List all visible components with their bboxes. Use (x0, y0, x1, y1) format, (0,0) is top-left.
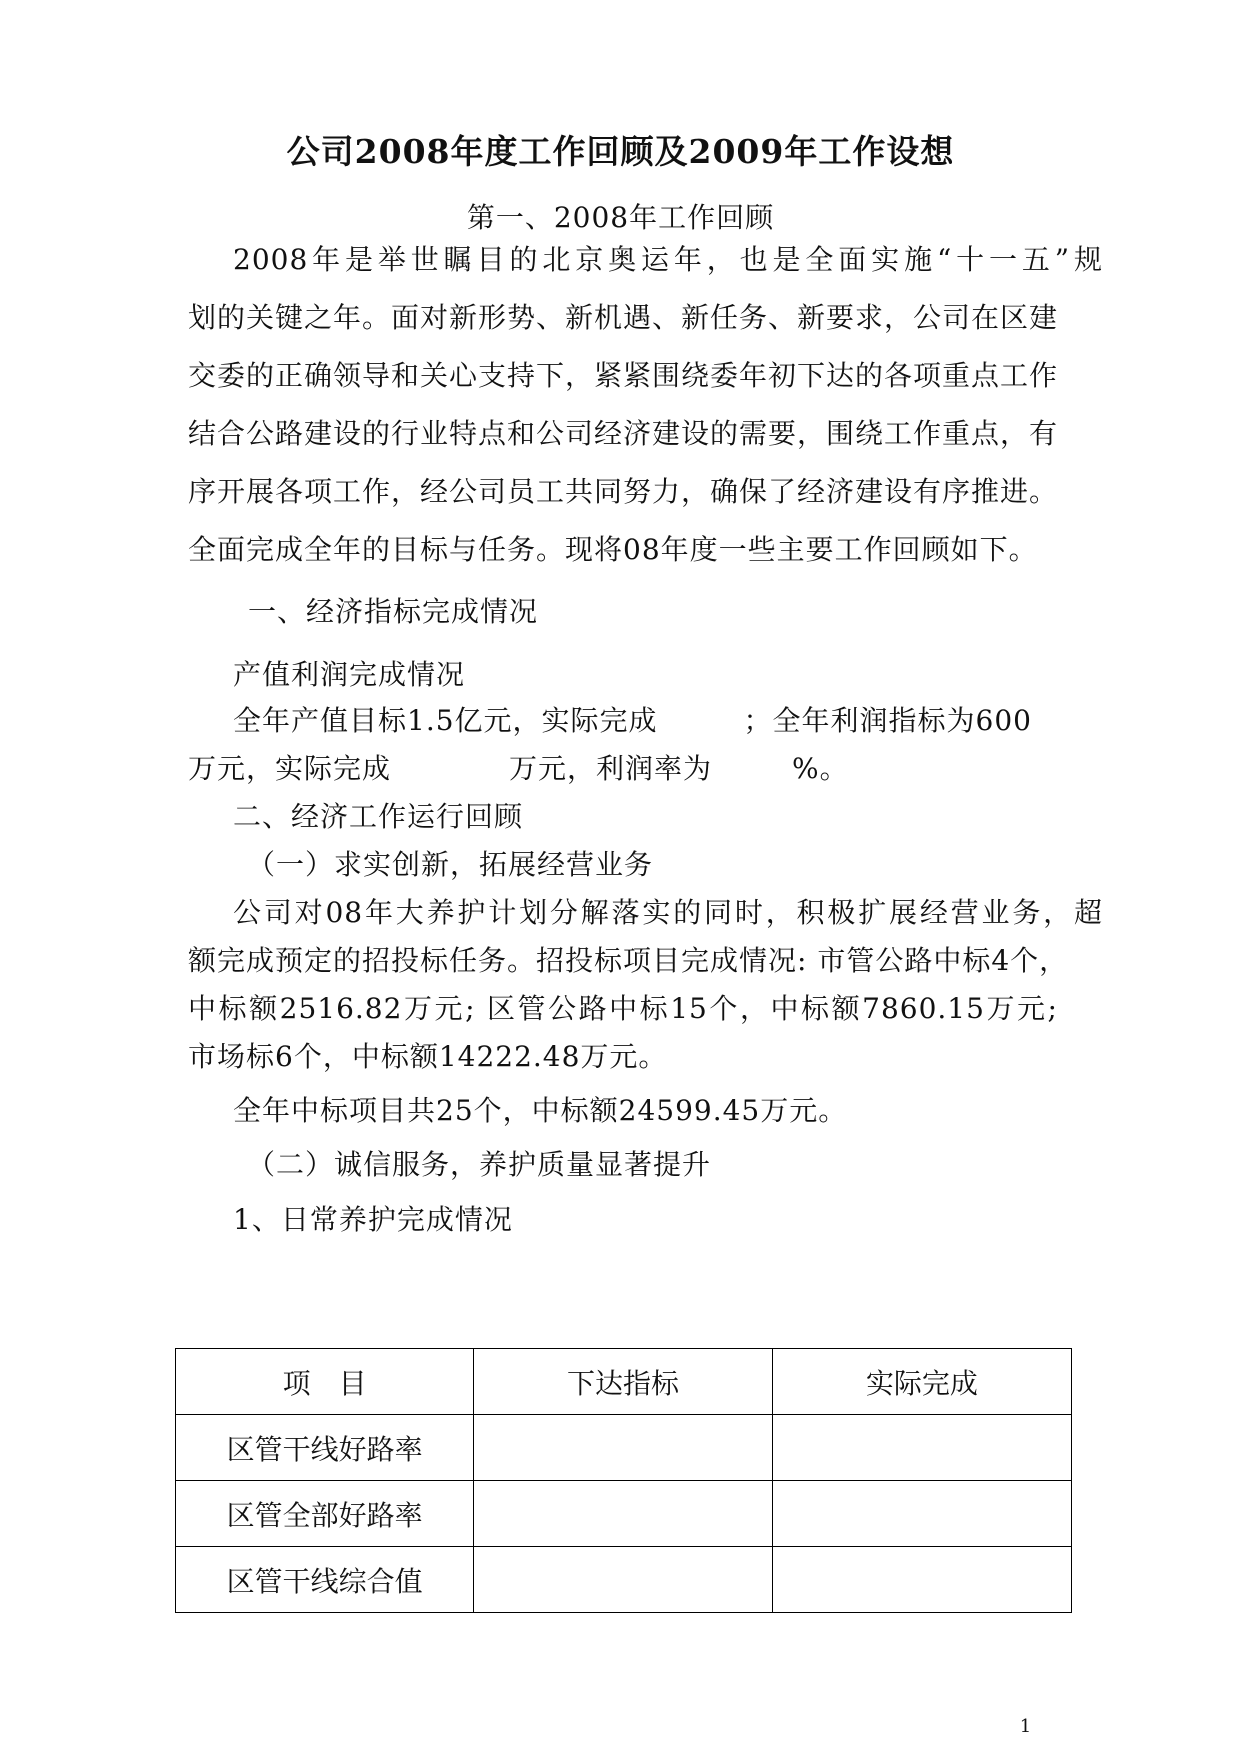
bid-paragraph-line: 市场标6个，中标额14222.48万元。 (188, 1040, 668, 1073)
section-heading-review: 第一、2008年工作回顾 (466, 201, 775, 234)
table-cell-target (474, 1481, 772, 1547)
intro-paragraph-line: 序开展各项工作，经公司员工共同努力，确保了经济建设有序推进。 (188, 475, 1059, 508)
maintenance-table (175, 1348, 1072, 1613)
table-cell-actual (772, 1415, 1071, 1481)
section-heading-economic-indicators: 一、经济指标完成情况 (248, 595, 539, 628)
subheading-business-expansion: （一）求实创新，拓展经营业务 (247, 848, 654, 881)
table-header-row (176, 1349, 1072, 1415)
intro-paragraph-line: 结合公路建设的行业特点和公司经济建设的需要，围绕工作重点，有 (188, 417, 1059, 450)
bid-paragraph-line: 额完成预定的招投标任务。招投标项目完成情况: 市管公路中标4个， (188, 944, 1069, 977)
subheading-maintenance-quality: （二）诚信服务，养护质量显著提升 (247, 1148, 712, 1181)
profit-rate-text: 万元，利润率为 (509, 752, 713, 785)
table-row (176, 1415, 1072, 1481)
table-cell-actual (772, 1481, 1071, 1547)
subheading-output-profit: 产值利润完成情况 (233, 658, 466, 691)
table-cell-actual (772, 1547, 1071, 1613)
section-heading-economic-review: 二、经济工作运行回顾 (233, 800, 524, 833)
page-number: 1 (1019, 1716, 1032, 1737)
table-cell-target (474, 1547, 772, 1613)
table-cell-item: 区管全部好路率 (176, 1481, 474, 1547)
intro-paragraph-line: 交委的正确领导和关心支持下，紧紧围绕委年初下达的各项重点工作 (188, 359, 1059, 392)
table-cell-target (474, 1415, 772, 1481)
table-row (176, 1481, 1072, 1547)
table-header-target: 下达指标 (474, 1349, 772, 1415)
output-profit-line-2 (188, 747, 1058, 787)
profit-target-text: ；全年利润指标为600 (743, 704, 1032, 737)
bid-paragraph-line: 中标额2516.82万元; 区管公路中标15个，中标额7860.15万元; (188, 992, 1058, 1025)
table-cell-item: 区管干线综合值 (176, 1547, 474, 1613)
bid-paragraph-line: 公司对08年大养护计划分解落实的同时，积极扩展经营业务，超 (233, 896, 1103, 929)
profit-actual-text: 万元，实际完成 (188, 752, 392, 785)
bid-total-line: 全年中标项目共25个，中标额24599.45万元。 (233, 1094, 848, 1127)
table-header-actual: 实际完成 (772, 1349, 1071, 1415)
intro-paragraph-line: 全面完成全年的目标与任务。现将08年度一些主要工作回顾如下。 (188, 533, 1038, 566)
intro-paragraph-line: 划的关键之年。面对新形势、新机遇、新任务、新要求，公司在区建 (188, 301, 1059, 334)
intro-paragraph-line: 2008年是举世瞩目的北京奥运年，也是全面实施“十一五”规 (233, 243, 1103, 276)
percent-sign: %。 (792, 752, 849, 785)
table-row (176, 1547, 1072, 1613)
output-profit-line-1 (233, 699, 1103, 739)
table-cell-item: 区管干线好路率 (176, 1415, 474, 1481)
subheading-daily-maintenance: 1、日常养护完成情况 (233, 1203, 513, 1236)
document-title: 公司2008年度工作回顾及2009年工作设想 (286, 132, 955, 171)
table-header-item: 项 目 (176, 1349, 474, 1415)
output-target-text: 全年产值目标1.5亿元，实际完成 (233, 704, 658, 737)
